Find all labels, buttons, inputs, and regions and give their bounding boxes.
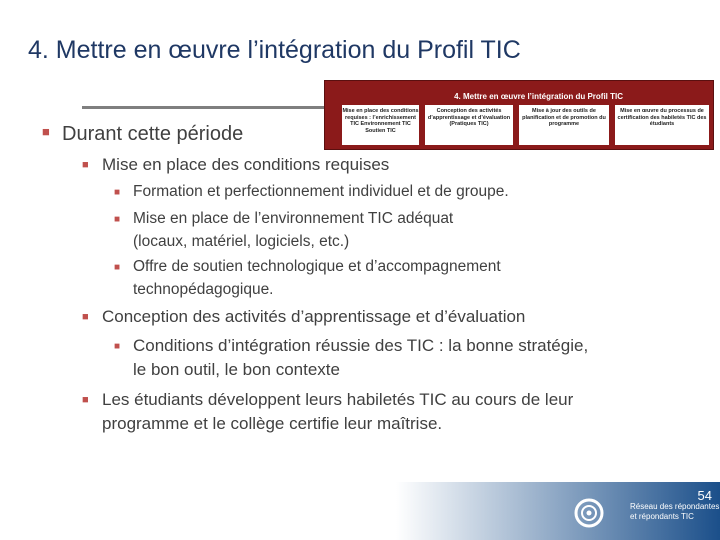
bullet-soutien: Offre de soutien technologique et d’accompagnement: [133, 258, 501, 275]
footer-band: [0, 482, 720, 540]
bullet-conception: Conception des activités d’apprentissage et d’évaluation: [102, 307, 526, 326]
reseau-logo-icon: [574, 498, 604, 528]
bullet-formation: Formation et perfectionnement individuel et de groupe.: [133, 183, 509, 200]
bullet-marker: ■: [42, 124, 50, 139]
thumbnail-cell-conception: Conception des activités d’apprentissage et d’évaluation (Pratiques TIC): [425, 105, 513, 145]
bullet-durant: Durant cette période: [62, 123, 244, 145]
page-number: 54: [697, 488, 712, 503]
org-name-line1: Réseau des répondantes: [630, 502, 720, 511]
thumbnail-title: 4. Mettre en œuvre l’intégration du Profil TIC: [454, 92, 623, 101]
bullet-marker: ■: [114, 214, 121, 225]
slide-title: 4. Mettre en œuvre l’intégration du Profil TIC: [28, 36, 521, 64]
bullet-integration-cont: le bon outil, le bon contexte: [133, 360, 340, 379]
org-name: [630, 502, 719, 522]
profil-tic-thumbnail: [324, 80, 714, 150]
bullet-soutien-cont: technopédagogique.: [133, 281, 274, 298]
thumbnail-cell-planification: Mise à jour des outils de planification et de promotion du programme: [519, 105, 609, 145]
bullet-etudiants-cont: programme et le collège certifie leur maîtrise.: [102, 414, 443, 433]
bullet-integration: Conditions d’intégration réussie des TIC : la bonne stratégie,: [133, 336, 589, 355]
thumbnail-cell-certification: Mise en œuvre du processus de certification des habiletés TIC des étudiants: [615, 105, 709, 145]
bullet-environnement: Mise en place de l’environnement TIC adéquat: [133, 210, 454, 227]
bullet-marker: ■: [82, 394, 89, 406]
thumbnail-cell-conditions: Mise en place des conditions requises : l’enrichissement TIC Environnement TIC Soutien TIC: [342, 105, 419, 145]
bullet-marker: ■: [114, 187, 121, 198]
bullet-conditions: Mise en place des conditions requises: [102, 155, 390, 174]
bullet-marker: ■: [114, 262, 121, 273]
bullet-etudiants: Les étudiants développent leurs habiletés TIC au cours de leur: [102, 390, 574, 409]
title-divider: [82, 106, 324, 109]
bullet-marker: ■: [114, 341, 121, 352]
bullet-environnement-cont: (locaux, matériel, logiciels, etc.): [133, 233, 350, 250]
org-name-line2: et répondants TIC: [630, 512, 694, 521]
bullet-marker: ■: [82, 311, 89, 323]
bullet-marker: ■: [82, 159, 89, 171]
